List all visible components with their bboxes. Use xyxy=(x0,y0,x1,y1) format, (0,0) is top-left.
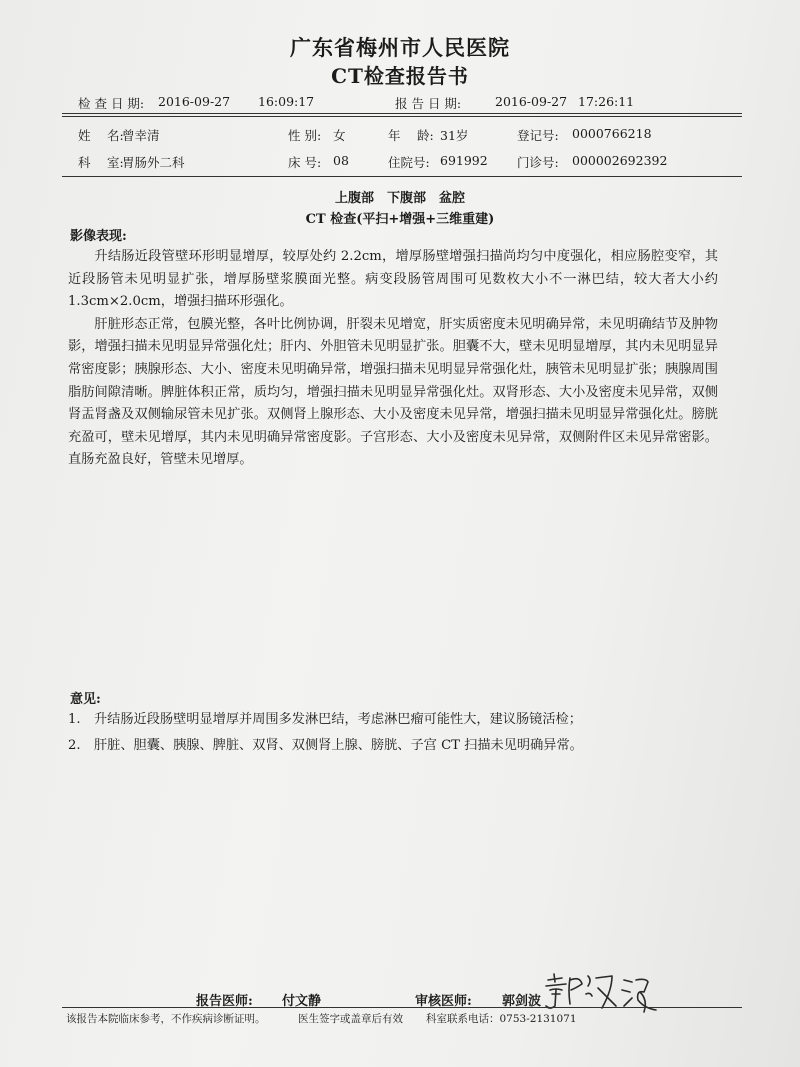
exam-time-value: 16:09:17 xyxy=(258,94,315,109)
opinion-item-2-text: 肝脏、胆囊、胰腺、脾脏、双肾、双侧肾上腺、膀胱、子宫 CT 扫描未见明确异常。 xyxy=(94,738,583,753)
bed-label: 床 号: xyxy=(288,155,322,170)
footer-note-validity: 医生签字或盖章后有效 xyxy=(298,1013,403,1025)
inpatient-value: 691992 xyxy=(440,153,488,168)
reviewer-label: 审核医师: xyxy=(415,994,472,1009)
clinic-label: 门诊号: xyxy=(517,155,559,170)
dept-label: 科 室: xyxy=(78,155,124,170)
reporter-value: 付文静 xyxy=(282,994,322,1009)
report-time-value: 17:26:11 xyxy=(578,94,635,109)
reg-value: 0000766218 xyxy=(572,126,652,141)
exam-method: CT 检查(平扫+增强+三维重建) xyxy=(305,212,495,227)
reviewer-value: 郭剑波 xyxy=(502,994,542,1009)
reg-label: 登记号: xyxy=(517,128,559,143)
footer-note-reference: 该报告本院临床参考，不作疾病诊断证明。 xyxy=(66,1013,266,1025)
findings-body xyxy=(68,246,718,472)
findings-paragraph-1: 升结肠近段管壁环形明显增厚，较厚处约 2.2cm，增厚肠壁增强扫描尚均匀中度强化，相应肠腔变窄，其近段肠管未见明显扩张，增厚肠壁浆膜面光整。病变段肠管周围可见数枚大小不一淋巴结，较大者大小约 1.3cm×2.0cm，增强扫描环形强化。 xyxy=(68,249,718,310)
footer-note-phone: 科室联系电话：0753-2131071 xyxy=(426,1013,577,1025)
exam-date-label: 检 查 日 期: xyxy=(78,96,145,111)
name-label: 姓 名: xyxy=(78,128,124,143)
report-date-value: 2016-09-27 xyxy=(495,94,568,109)
sex-label: 性 别: xyxy=(288,128,322,143)
header-rule-top xyxy=(62,113,742,114)
sex-value: 女 xyxy=(333,128,346,143)
footer-rule xyxy=(62,1007,742,1008)
opinion-title: 意见: xyxy=(70,692,101,707)
opinion-item-1-number: 1. xyxy=(68,712,81,727)
report-title: CT检查报告书 xyxy=(331,64,469,88)
opinion-item-2 xyxy=(68,734,728,758)
findings-title: 影像表现: xyxy=(70,229,127,244)
exam-date-value: 2016-09-27 xyxy=(158,94,231,109)
clinic-value: 000002692392 xyxy=(572,153,668,168)
inpatient-label: 住院号: xyxy=(388,155,430,170)
findings-paragraph-2: 肝脏形态正常，包膜光整，各叶比例协调，肝裂未见增宽，肝实质密度未见明确异常，未见明确结节及肿物影，增强扫描未见明显异常强化灶；肝内、外胆管未见明显扩张。胆囊不大，壁未见明显增厚，其内未见明显异常密度影；胰腺形态、大小、密度未见明确异常，增强扫描未见明显异常强化灶，胰管未见明显扩张；胰腺周围脂肪间隙清晰。脾脏体积正常，质均匀，增强扫描未见明显异常强化灶。双肾形态、大小及密度未见异常，双侧肾盂肾盏及双侧输尿管未见扩张。双侧肾上腺形态、大小及密度未见异常，增强扫描未见明显异常强化灶。膀胱充盈可，壁未见增厚，其内未见明确异常密度影。子宫形态、大小及密度未见异常，双侧附件区未见异常密影。直肠充盈良好，管壁未见增厚。 xyxy=(68,316,718,468)
name-value: 曾幸清 xyxy=(122,128,160,143)
opinion-item-2-number: 2. xyxy=(68,738,81,753)
info-rule-bottom xyxy=(62,176,742,177)
header-rule-top-2 xyxy=(62,116,742,117)
opinion-item-1-text: 升结肠近段肠壁明显增厚并周围多发淋巴结，考虑淋巴瘤可能性大，建议肠镜活检； xyxy=(94,712,582,727)
age-label: 年 龄: xyxy=(388,128,434,143)
dept-value: 胃肠外二科 xyxy=(122,155,185,170)
bed-value: 08 xyxy=(333,153,349,168)
opinion-item-1 xyxy=(68,708,728,732)
report-date-label: 报 告 日 期: xyxy=(395,96,462,111)
hospital-name: 广东省梅州市人民医院 xyxy=(290,35,510,60)
reporter-label: 报告医师: xyxy=(196,994,253,1009)
age-value: 31岁 xyxy=(440,128,469,143)
exam-region: 上腹部 下腹部 盆腔 xyxy=(334,191,465,206)
